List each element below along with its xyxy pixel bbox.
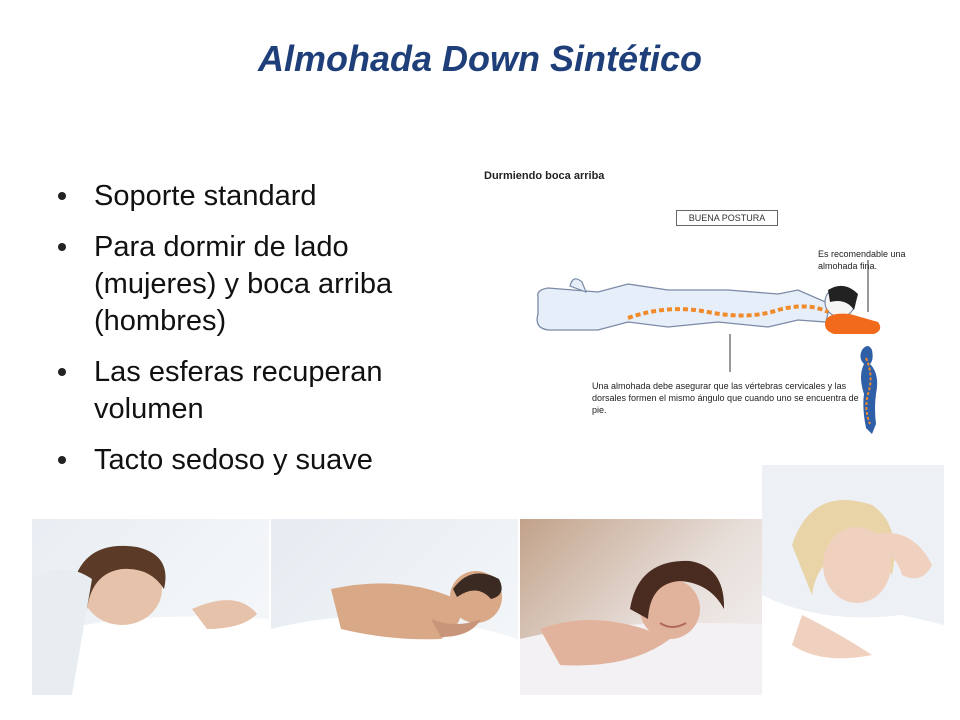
woman-blonde-sleeping-photo [762, 465, 944, 695]
bullet-item [58, 354, 478, 428]
posture-diagram [478, 162, 906, 452]
bullet-item [58, 229, 478, 340]
woman-sleeping-photo [32, 519, 269, 695]
bullet-text: Tacto sedoso y suave [94, 444, 373, 476]
woman-smiling-sleeping-photo [520, 519, 762, 695]
slide-title: Almohada Down Sintético [257, 38, 703, 79]
bullet-dot-icon [58, 192, 66, 200]
diagram-note: Es recomendable una almohada fina. [818, 249, 906, 271]
man-sleeping-photo [271, 519, 518, 695]
diagram-caption: Una almohada debe asegurar que las vértebras cervicales y las dorsales formen el mismo ángulo que cuando uno se encuentra de pie. [592, 381, 859, 415]
bullet-text: Soporte standard [94, 180, 317, 212]
bullet-dot-icon [58, 368, 66, 376]
diagram-badge: BUENA POSTURA [676, 210, 778, 226]
bullet-dot-icon [58, 243, 66, 251]
bullet-text: Las esferas recuperan volumen [94, 356, 383, 425]
diagram-heading: Durmiendo boca arriba [484, 170, 605, 182]
pillow-icon [825, 314, 880, 334]
bullet-text: Para dormir de lado (mujeres) y boca arriba (hombres) [94, 231, 393, 337]
bullet-item [58, 442, 478, 479]
bullet-dot-icon [58, 456, 66, 464]
bullet-list [58, 178, 478, 493]
bullet-item [58, 178, 478, 215]
